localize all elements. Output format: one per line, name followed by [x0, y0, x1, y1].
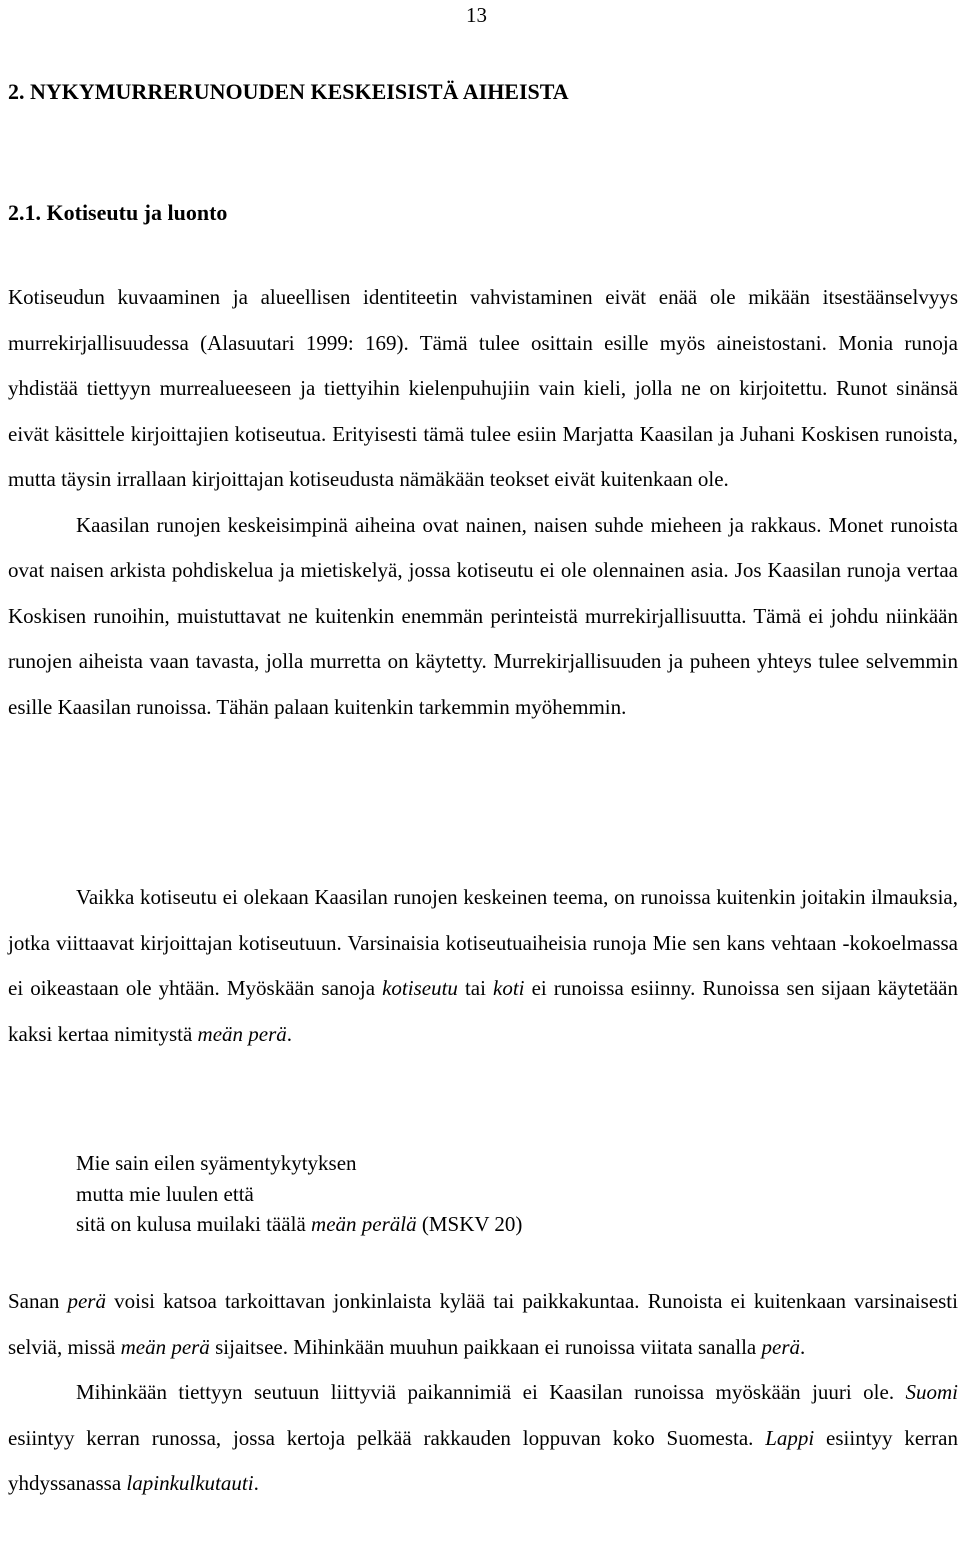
paragraph-2: Kaasilan runojen keskeisimpinä aiheina ovat nainen, naisen suhde mieheen ja rakkaus. Monet runoista ovat naisen arkista pohdiskelua ja mietiskelyä, jossa kotiseutu ei ole olennainen asia. Jos Kaasilan runoja vertaa Koskisen runoihin, muistuttavat ne kuitenkin enemmän perinteistä murrekirjallisuutta. Tämä ei johdu niinkään runojen aiheista vaan tavasta, jolla murretta on käytetty. Murrekirjallisuuden ja puheen yhteys tulee selvemmin esille Kaasilan runoissa. Tähän palaan kuitenkin tarkemmin myöhemmin. [8, 512, 958, 719]
section-heading: 2.1. Kotiseutu ja luonto [8, 200, 228, 225]
paragraph-4-italic-2: meän perä [120, 1334, 210, 1359]
paragraph-4-text-3: sijaitsee. Mihinkään muuhun paikkaan ei runoissa viitata sanalla [209, 1334, 762, 1359]
paragraph-4-text-2: voisi katsoa tarkoittavan jonkinlaista kylää tai paikkakuntaa. Runoista ei kuitenkaan varsinaisesti selviä, missä [8, 1289, 958, 1359]
poem-line-3-italic: meän perälä [311, 1212, 417, 1236]
paragraph-3-italic-2: koti [493, 976, 525, 1000]
paragraph-1: Kotiseudun kuvaaminen ja alueellisen identiteetin vahvistaminen eivät enää ole mikään itsestäänselvyys murrekirjallisuudessa (Alasuutari 1999: 169). Tämä tulee osittain esille myös aineistostani. Monia runoja yhdistää tiettyyn murrealueeseen ja tiettyihin kielenpuhujiin vain kieli, jolla ne on kirjoitettu. Runot sinänsä eivät käsittele kirjoittajien kotiseutua. Erityisesti tämä tulee esiin Marjatta Kaasilan ja Juhani Koskisen runoista, mutta täysin irrallaan kirjoittajan kotiseudusta nämäkään teokset eivät kuitenkaan ole. [8, 285, 958, 491]
paragraph-4-text-4: . [800, 1334, 806, 1359]
chapter-heading: 2. NYKYMURRERUNOUDEN KESKEISISTÄ AIHEISTA [8, 79, 569, 104]
paragraph-3-text-3: ei runoissa esiinny. Runoissa sen sijaan käytetään kaksi kertaa nimitystä [8, 976, 958, 1046]
body-text-block-3 [8, 1279, 958, 1507]
poem-line-1: Mie sain eilen syämentykytyksen [76, 1151, 357, 1175]
poem-quote [76, 1148, 522, 1240]
paragraph-3-italic-3: meän perä [197, 1021, 287, 1046]
paragraph-5-italic-1: Suomi [905, 1380, 958, 1404]
paragraph-3 [8, 875, 958, 1057]
paragraph-3-text-1: Vaikka kotiseutu ei olekaan Kaasilan runojen keskeinen teema, on runoissa kuitenkin joitakin ilmauksia, jotka viittaavat kirjoittajan kotiseutuun. Varsinaisia kotiseutuaiheisia runoja Mie sen kans vehtaan -kokoelmassa ei oikeastaan ole yhtään. Myöskään sanoja [8, 885, 958, 1000]
paragraph-3-text-4: . [286, 1021, 293, 1046]
paragraph-4-italic-3: perä [761, 1334, 801, 1359]
paragraph-5 [8, 1370, 958, 1507]
page-number: 13 [466, 3, 487, 27]
poem-line-3-text: sitä on kulusa muilaki täälä [76, 1212, 312, 1236]
paragraph-5-italic-2: Lappi [765, 1425, 815, 1450]
paragraph-5-text-4: . [253, 1471, 259, 1495]
paragraph-3-text-2: tai [457, 976, 494, 1000]
paragraph-4-italic-1: perä [67, 1289, 106, 1313]
poem-citation: (MSKV 20) [416, 1212, 523, 1236]
poem-line-3 [76, 1209, 522, 1240]
paragraph-4-text-1: Sanan [8, 1289, 68, 1313]
paragraph-5-italic-3: lapinkulkutauti [126, 1471, 254, 1495]
body-text-block-2 [8, 875, 958, 1057]
poem-line-2: mutta mie luulen että [76, 1181, 254, 1206]
paragraph-4 [8, 1279, 958, 1370]
paragraph-5-text-1: Mihinkään tiettyyn seutuun liittyviä paikannimiä ei Kaasilan runoissa myöskään juuri ole. [76, 1380, 906, 1404]
paragraph-3-italic-1: kotiseutu [382, 976, 458, 1000]
body-text-block-1 [8, 275, 958, 730]
paragraph-5-text-2: esiintyy kerran runossa, jossa kertoja pelkää rakkauden loppuvan koko Suomesta. [8, 1425, 766, 1450]
paragraph-5-text-3: esiintyy kerran yhdyssanassa [8, 1425, 958, 1495]
